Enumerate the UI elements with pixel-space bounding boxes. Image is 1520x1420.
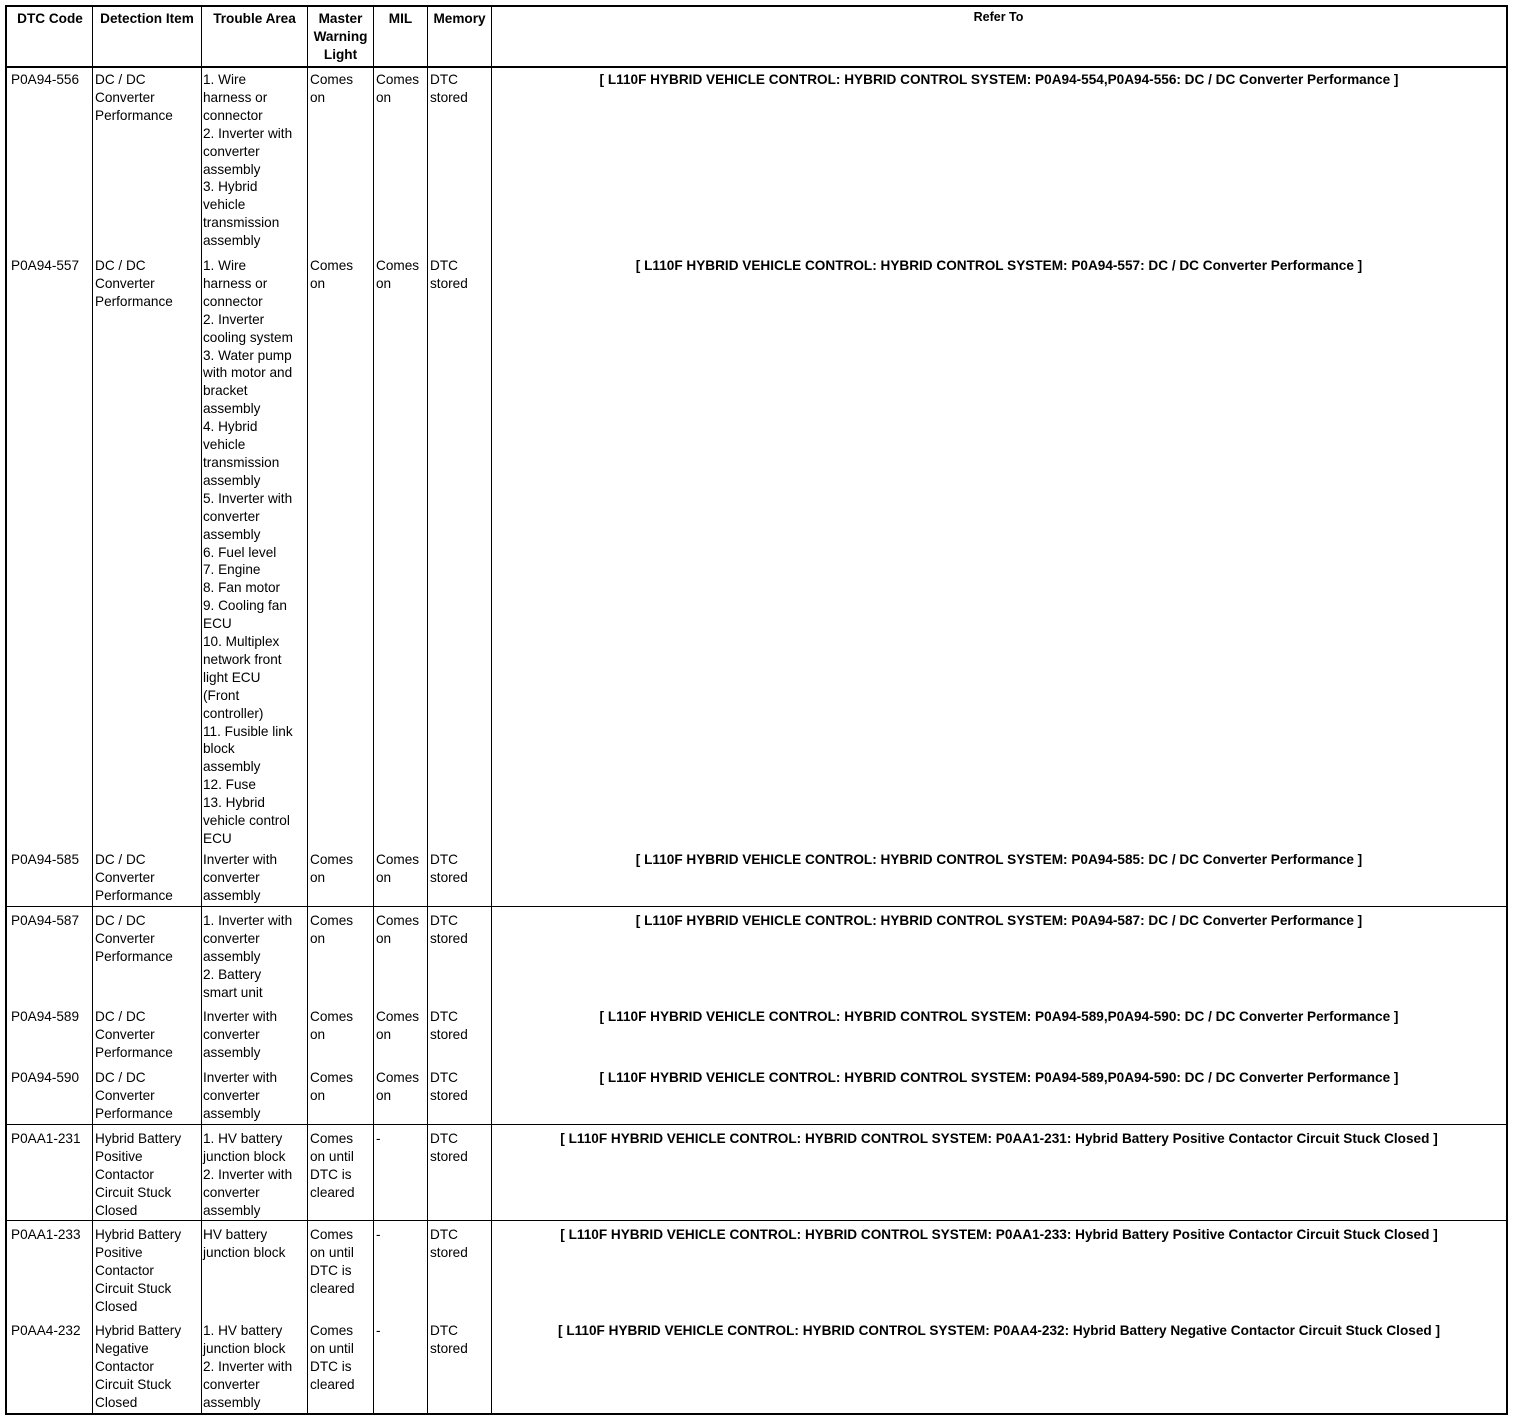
header-master-warning-light: Master Warning Light bbox=[313, 11, 368, 62]
dtc-code: P0A94-589 bbox=[11, 1009, 80, 1024]
column-divider bbox=[92, 5, 93, 1415]
memory-status: DTC stored bbox=[430, 913, 468, 946]
mil-status: Comes on bbox=[376, 852, 420, 885]
dtc-code: P0AA1-231 bbox=[11, 1131, 81, 1146]
detection-item: DC / DC Converter Performance bbox=[95, 852, 173, 903]
memory-status: DTC stored bbox=[430, 1131, 468, 1164]
dtc-code: P0A94-590 bbox=[11, 1070, 80, 1085]
master-warning-light: Comes on bbox=[310, 258, 354, 291]
row-divider bbox=[5, 906, 1508, 907]
trouble-area: HV battery junction block bbox=[203, 1227, 286, 1260]
refer-to-link[interactable]: [ L110F HYBRID VEHICLE CONTROL: HYBRID CONTROL SYSTEM: P0AA4-232: Hybrid Battery Negative Contactor Circuit Stuck Closed ] bbox=[558, 1323, 1440, 1338]
dtc-code: P0AA4-232 bbox=[11, 1323, 81, 1338]
trouble-area: 1. HV battery junction block 2. Inverter with converter assembly bbox=[203, 1323, 293, 1410]
detection-item: DC / DC Converter Performance bbox=[95, 258, 173, 309]
refer-to-link[interactable]: [ L110F HYBRID VEHICLE CONTROL: HYBRID CONTROL SYSTEM: P0A94-589,P0A94-590: DC / DC Converter Performance ] bbox=[599, 1009, 1399, 1024]
mil-status: Comes on bbox=[376, 1070, 420, 1103]
refer-to-link[interactable]: [ L110F HYBRID VEHICLE CONTROL: HYBRID CONTROL SYSTEM: P0A94-585: DC / DC Converter Performance ] bbox=[635, 852, 1363, 867]
trouble-area: Inverter with converter assembly bbox=[203, 1009, 278, 1060]
dtc-code: P0A94-587 bbox=[11, 913, 80, 928]
memory-status: DTC stored bbox=[430, 852, 468, 885]
detection-item: DC / DC Converter Performance bbox=[95, 1009, 173, 1060]
trouble-area: Inverter with converter assembly bbox=[203, 1070, 278, 1121]
trouble-area: 1. Wire harness or connector 2. Inverter cooling system 3. Water pump with motor and bracket assembly 4. Hybrid vehicle transmission assembly 5. Inverter with converter assembly 6. Fuel level 7. Engine 8. Fan motor 9. Cooling fan ECU 10. Multiplex network front light ECU (Front controller) 11. Fusible link block assembly 12. Fuse 13. Hybrid vehicle control ECU bbox=[203, 258, 293, 846]
column-divider bbox=[201, 5, 202, 1415]
mil-status: - bbox=[376, 1323, 381, 1338]
trouble-area: 1. Inverter with converter assembly 2. Battery smart unit bbox=[203, 913, 293, 1000]
column-divider bbox=[427, 5, 428, 1415]
mil-status: Comes on bbox=[376, 72, 420, 105]
detection-item: Hybrid Battery Positive Contactor Circuit Stuck Closed bbox=[95, 1131, 182, 1218]
refer-to-link[interactable]: [ L110F HYBRID VEHICLE CONTROL: HYBRID CONTROL SYSTEM: P0A94-587: DC / DC Converter Performance ] bbox=[635, 913, 1363, 928]
mil-status: - bbox=[376, 1131, 381, 1146]
memory-status: DTC stored bbox=[430, 1009, 468, 1042]
header-memory: Memory bbox=[433, 11, 486, 26]
header-dtc-code: DTC Code bbox=[17, 11, 83, 26]
detection-item: Hybrid Battery Negative Contactor Circuit Stuck Closed bbox=[95, 1323, 182, 1410]
column-divider bbox=[307, 5, 308, 1415]
master-warning-light: Comes on bbox=[310, 72, 354, 105]
refer-to-link[interactable]: [ L110F HYBRID VEHICLE CONTROL: HYBRID CONTROL SYSTEM: P0A94-557: DC / DC Converter Performance ] bbox=[635, 258, 1363, 273]
detection-item: DC / DC Converter Performance bbox=[95, 1070, 173, 1121]
detection-item: Hybrid Battery Positive Contactor Circuit Stuck Closed bbox=[95, 1227, 182, 1314]
header-trouble-area: Trouble Area bbox=[213, 11, 296, 26]
mil-status: Comes on bbox=[376, 1009, 420, 1042]
master-warning-light: Comes on until DTC is cleared bbox=[310, 1227, 355, 1296]
mil-status: - bbox=[376, 1227, 381, 1242]
master-warning-light: Comes on bbox=[310, 852, 354, 885]
detection-item: DC / DC Converter Performance bbox=[95, 913, 173, 964]
row-divider bbox=[5, 1220, 1508, 1221]
dtc-code: P0A94-556 bbox=[11, 72, 80, 87]
mil-status: Comes on bbox=[376, 258, 420, 291]
master-warning-light: Comes on until DTC is cleared bbox=[310, 1131, 355, 1200]
refer-to-link[interactable]: [ L110F HYBRID VEHICLE CONTROL: HYBRID CONTROL SYSTEM: P0A94-554,P0A94-556: DC / DC Converter Performance ] bbox=[599, 72, 1399, 87]
memory-status: DTC stored bbox=[430, 1227, 468, 1260]
refer-to-link[interactable]: [ L110F HYBRID VEHICLE CONTROL: HYBRID CONTROL SYSTEM: P0AA1-231: Hybrid Battery Positive Contactor Circuit Stuck Closed ] bbox=[560, 1131, 1438, 1146]
refer-to-link[interactable]: [ L110F HYBRID VEHICLE CONTROL: HYBRID CONTROL SYSTEM: P0AA1-233: Hybrid Battery Positive Contactor Circuit Stuck Closed ] bbox=[560, 1227, 1438, 1242]
master-warning-light: Comes on bbox=[310, 913, 354, 946]
master-warning-light: Comes on until DTC is cleared bbox=[310, 1323, 355, 1392]
memory-status: DTC stored bbox=[430, 1323, 468, 1356]
header-mil: MIL bbox=[388, 11, 413, 26]
dtc-code: P0A94-585 bbox=[11, 852, 80, 867]
dtc-code: P0A94-557 bbox=[11, 258, 80, 273]
master-warning-light: Comes on bbox=[310, 1070, 354, 1103]
memory-status: DTC stored bbox=[430, 72, 468, 105]
header-refer-to: Refer To bbox=[973, 10, 1024, 24]
column-divider bbox=[373, 5, 374, 1415]
memory-status: DTC stored bbox=[430, 1070, 468, 1103]
header-divider bbox=[5, 66, 1508, 68]
trouble-area: 1. HV battery junction block 2. Inverter with converter assembly bbox=[203, 1131, 293, 1218]
mil-status: Comes on bbox=[376, 913, 420, 946]
column-divider bbox=[491, 5, 492, 1415]
trouble-area: Inverter with converter assembly bbox=[203, 852, 278, 903]
detection-item: DC / DC Converter Performance bbox=[95, 72, 173, 123]
memory-status: DTC stored bbox=[430, 258, 468, 291]
row-divider bbox=[5, 1124, 1508, 1125]
trouble-area: 1. Wire harness or connector 2. Inverter with converter assembly 3. Hybrid vehicle transmission assembly bbox=[203, 72, 293, 249]
dtc-code: P0AA1-233 bbox=[11, 1227, 81, 1242]
header-detection-item: Detection Item bbox=[100, 11, 194, 26]
refer-to-link[interactable]: [ L110F HYBRID VEHICLE CONTROL: HYBRID CONTROL SYSTEM: P0A94-589,P0A94-590: DC / DC Converter Performance ] bbox=[599, 1070, 1399, 1085]
master-warning-light: Comes on bbox=[310, 1009, 354, 1042]
